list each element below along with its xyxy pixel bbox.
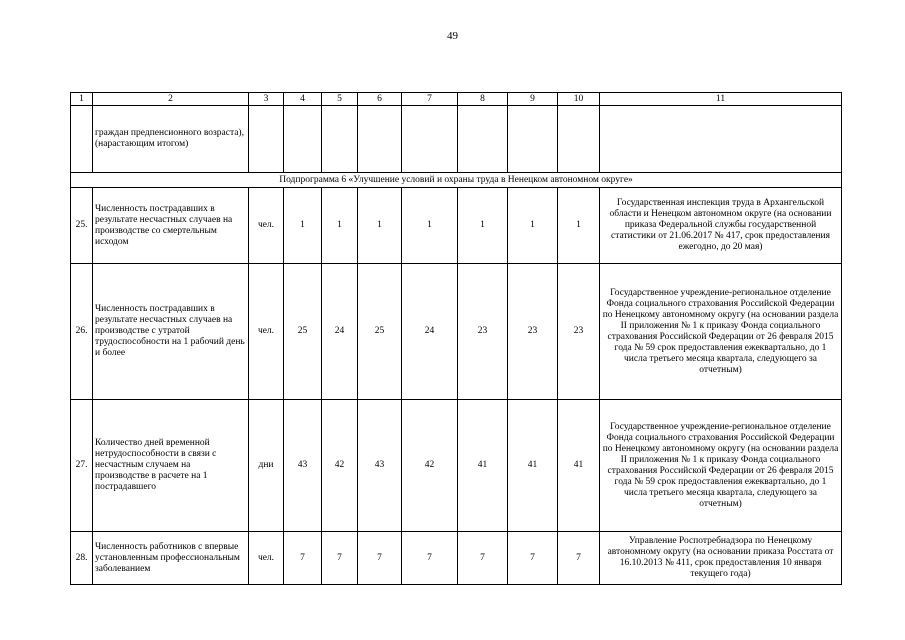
source-text: Управление Роспотребнадзора по Ненецкому автономному округу (на основании приказа Росстата от 16.10.2013 № 411, срок предоставления 10 января текущего года) xyxy=(600,532,842,585)
table-row xyxy=(71,264,842,400)
value-cell: 25 xyxy=(284,264,322,400)
value-cell: 1 xyxy=(508,188,558,264)
value-cell: 23 xyxy=(458,264,508,400)
value-cell: 23 xyxy=(558,264,600,400)
value-cell: 24 xyxy=(322,264,358,400)
subprogram-title: Подпрограмма 6 «Улучшение условий и охраны труда в Ненецком автономном округе» xyxy=(71,173,842,188)
row-number: 27. xyxy=(71,400,93,532)
value-cell xyxy=(458,106,508,173)
value-cell xyxy=(358,106,402,173)
column-number: 4 xyxy=(284,93,322,106)
value-cell: 41 xyxy=(458,400,508,532)
value-cell: 43 xyxy=(358,400,402,532)
table-row xyxy=(71,400,842,532)
value-cell: 7 xyxy=(558,532,600,585)
value-cell: 7 xyxy=(358,532,402,585)
column-number: 5 xyxy=(322,93,358,106)
indicator-name: Количество дней временной нетрудоспособности в связи с несчастным случаем на производстве в расчете на 1 пострадавшего xyxy=(93,400,249,532)
value-cell: 7 xyxy=(508,532,558,585)
source-text: Государственная инспекция труда в Архангельской области и Ненецком автономном округе (на основании приказа Федеральной службы государственной статистики от 21.06.2017 № 417, срок предоставления ежегодно, до 20 мая) xyxy=(600,188,842,264)
value-cell: 41 xyxy=(558,400,600,532)
unit: дни xyxy=(249,400,284,532)
unit-cell xyxy=(249,106,284,173)
value-cell: 7 xyxy=(322,532,358,585)
column-number: 11 xyxy=(600,93,842,106)
subprogram-row xyxy=(71,173,842,188)
value-cell: 42 xyxy=(402,400,458,532)
column-number-row xyxy=(71,93,842,106)
value-cell: 7 xyxy=(402,532,458,585)
value-cell: 1 xyxy=(322,188,358,264)
row-number: 25. xyxy=(71,188,93,264)
value-cell: 42 xyxy=(322,400,358,532)
value-cell: 1 xyxy=(458,188,508,264)
value-cell xyxy=(508,106,558,173)
value-cell: 7 xyxy=(458,532,508,585)
indicators-table xyxy=(70,92,842,585)
row-number: 28. xyxy=(71,532,93,585)
column-number: 2 xyxy=(93,93,249,106)
table-row xyxy=(71,106,842,173)
value-cell: 1 xyxy=(402,188,458,264)
value-cell: 24 xyxy=(402,264,458,400)
indicator-name: граждан предпенсионного возраста), (нарастающим итогом) xyxy=(93,106,249,173)
value-cell: 1 xyxy=(358,188,402,264)
value-cell: 1 xyxy=(284,188,322,264)
column-number: 9 xyxy=(508,93,558,106)
table-row xyxy=(71,532,842,585)
indicator-name: Численность пострадавших в результате несчастных случаев на производстве со смертельным исходом xyxy=(93,188,249,264)
value-cell: 7 xyxy=(284,532,322,585)
source-text: Государственное учреждение-региональное отделение Фонда социального страхования Российской Федерации по Ненецкому автономному округу (на основании раздела II приложения № 1 к приказу Фонда социального страхования Российской Федерации от 26 февраля 2015 года № 59 срок предоставления ежеквартально, до 1 числа третьего месяца квартала, следующего за отчетным) xyxy=(600,400,842,532)
column-number: 7 xyxy=(402,93,458,106)
column-number: 8 xyxy=(458,93,508,106)
source-text: Государственное учреждение-региональное отделение Фонда социального страхования Российской Федерации по Ненецкому автономному округу (на основании раздела II приложения № 1 к приказу Фонда социального страхования Российской Федерации от 26 февраля 2015 года № 59 срок предоставления ежеквартально, до 1 числа третьего месяца квартала, следующего за отчетным) xyxy=(600,264,842,400)
unit: чел. xyxy=(249,188,284,264)
page-number: 49 xyxy=(447,30,458,42)
indicator-name: Численность пострадавших в результате несчастных случаев на производстве с утратой трудоспособности на 1 рабочий день и более xyxy=(93,264,249,400)
table-row xyxy=(71,188,842,264)
value-cell: 23 xyxy=(508,264,558,400)
column-number: 10 xyxy=(558,93,600,106)
indicator-name: Численность работников с впервые установленным профессиональным заболеванием xyxy=(93,532,249,585)
value-cell: 25 xyxy=(358,264,402,400)
value-cell: 1 xyxy=(558,188,600,264)
source-cell xyxy=(600,106,842,173)
value-cell: 41 xyxy=(508,400,558,532)
unit: чел. xyxy=(249,532,284,585)
column-number: 6 xyxy=(358,93,402,106)
column-number: 1 xyxy=(71,93,93,106)
value-cell xyxy=(322,106,358,173)
column-number: 3 xyxy=(249,93,284,106)
value-cell: 43 xyxy=(284,400,322,532)
unit: чел. xyxy=(249,264,284,400)
row-number-cell xyxy=(71,106,93,173)
row-number: 26. xyxy=(71,264,93,400)
value-cell xyxy=(402,106,458,173)
value-cell xyxy=(558,106,600,173)
value-cell xyxy=(284,106,322,173)
